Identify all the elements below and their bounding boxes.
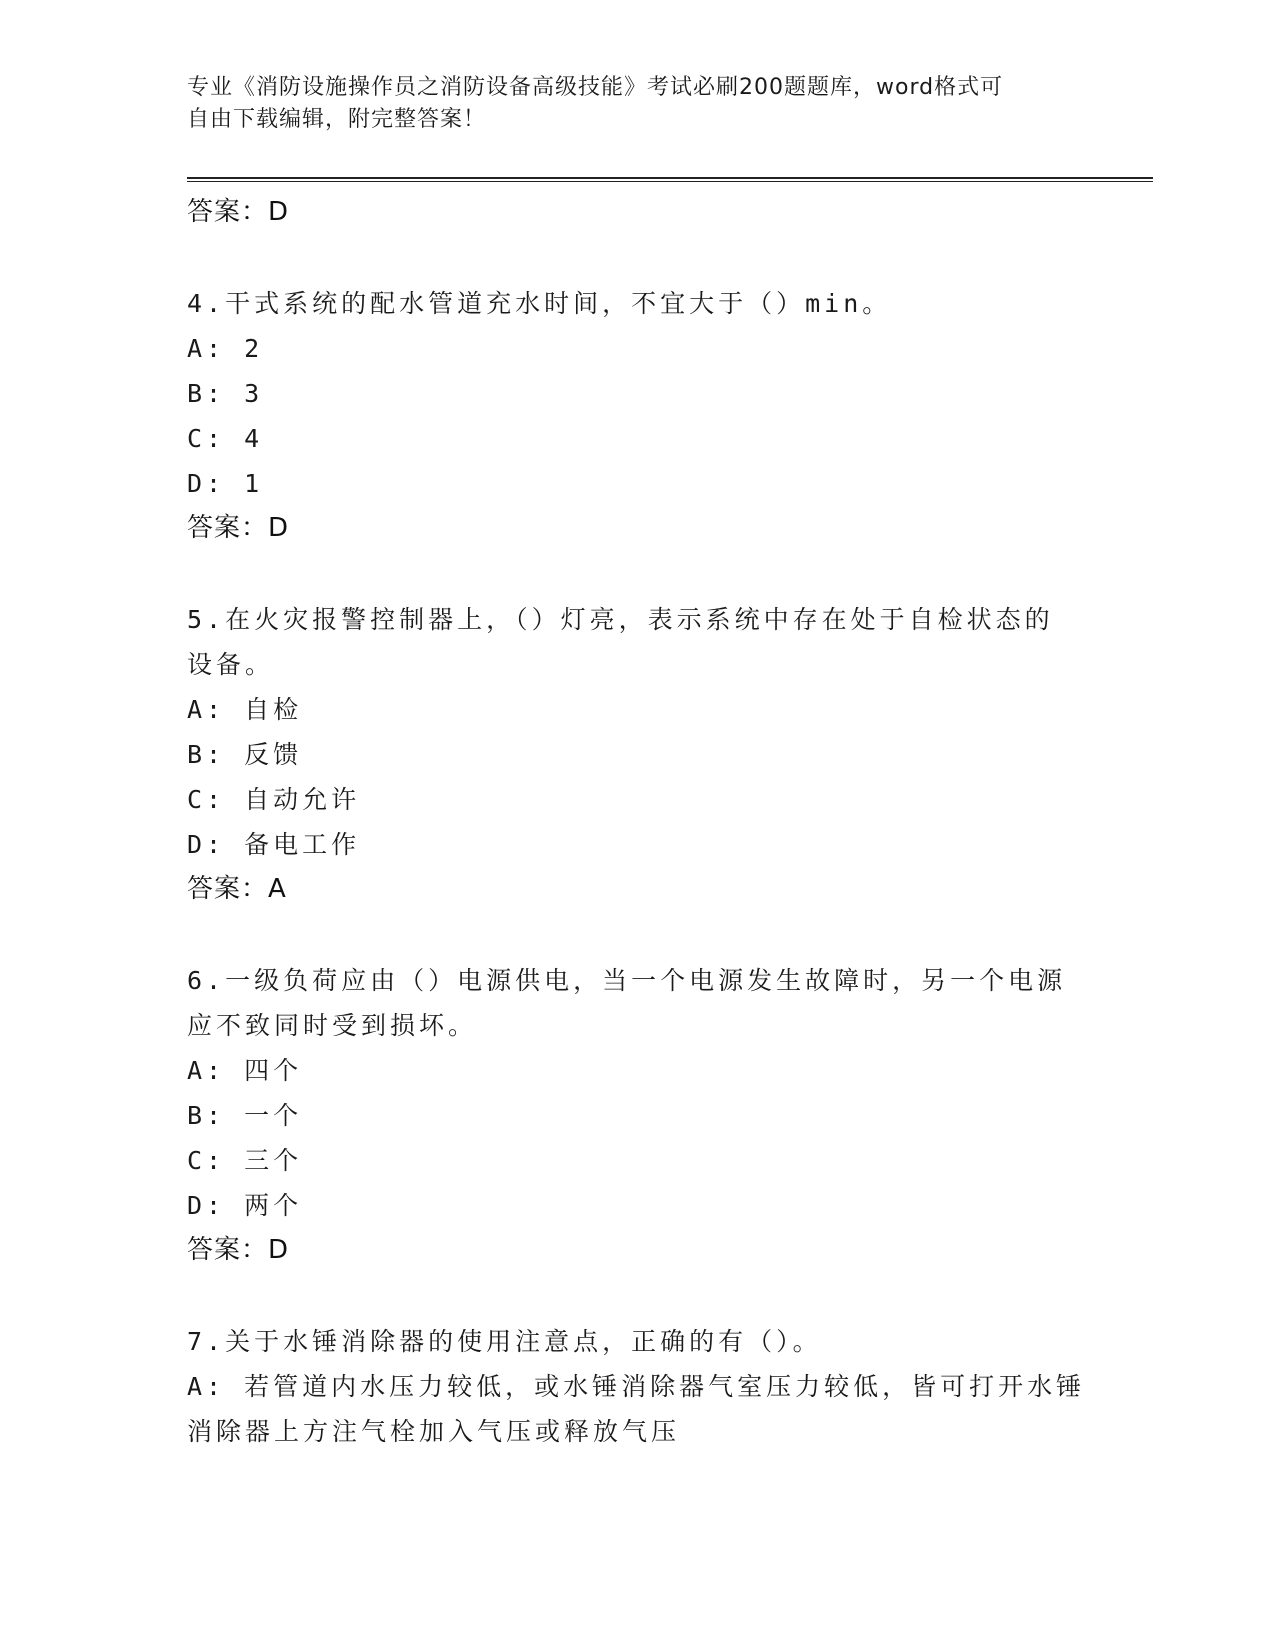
question-text: 4.干式系统的配水管道充水时间，不宜大于（）min。	[187, 289, 892, 318]
option-c: C: 4	[187, 424, 264, 453]
option-a-line-1: A: 若管道内水压力较低，或水锤消除器气室压力较低，皆可打开水锤	[187, 1372, 1086, 1401]
header-line-1: 专业《消防设施操作员之消防设备高级技能》考试必刷200题题库，word格式可	[187, 75, 1004, 100]
question-list	[187, 190, 1087, 1454]
option-d: D: 1	[187, 469, 264, 498]
option-a-line-2: 消除器上方注气栓加入气压或释放气压	[187, 1417, 681, 1446]
spacer	[187, 1272, 1087, 1319]
option-a: A: 2	[187, 334, 264, 363]
option-b: B: 3	[187, 379, 264, 408]
answer-line: 答案：D	[187, 513, 290, 543]
option-d: D: 两个	[187, 1191, 303, 1220]
option-c: C: 三个	[187, 1146, 303, 1175]
question-4	[187, 281, 1087, 550]
question-text-line-2: 应不致同时受到损坏。	[187, 1011, 478, 1040]
option-d: D: 备电工作	[187, 830, 361, 859]
answer-line: 答案：D	[187, 1235, 290, 1265]
header-divider	[187, 177, 1153, 182]
spacer	[187, 234, 1087, 281]
option-b: B: 反馈	[187, 740, 303, 769]
option-c: C: 自动允许	[187, 785, 361, 814]
question-6	[187, 958, 1087, 1272]
header-line-2: 自由下载编辑，附完整答案！	[187, 107, 487, 132]
option-b: B: 一个	[187, 1101, 303, 1130]
option-a: A: 四个	[187, 1056, 303, 1085]
question-5	[187, 597, 1087, 911]
question-text-line-2: 设备。	[187, 650, 275, 679]
spacer	[187, 550, 1087, 597]
question-7	[187, 1319, 1087, 1454]
question-text-line-1: 5.在火灾报警控制器上，（）灯亮，表示系统中存在处于自检状态的	[187, 605, 1054, 634]
option-a: A: 自检	[187, 695, 303, 724]
question-text-line-1: 6.一级负荷应由（）电源供电，当一个电源发生故障时，另一个电源	[187, 966, 1067, 995]
answer-line: 答案：A	[187, 874, 287, 904]
answer-line: 答案：D	[187, 197, 290, 227]
spacer	[187, 911, 1087, 958]
question-text: 7.关于水锤消除器的使用注意点，正确的有（）。	[187, 1327, 822, 1356]
page-header	[187, 72, 1087, 136]
